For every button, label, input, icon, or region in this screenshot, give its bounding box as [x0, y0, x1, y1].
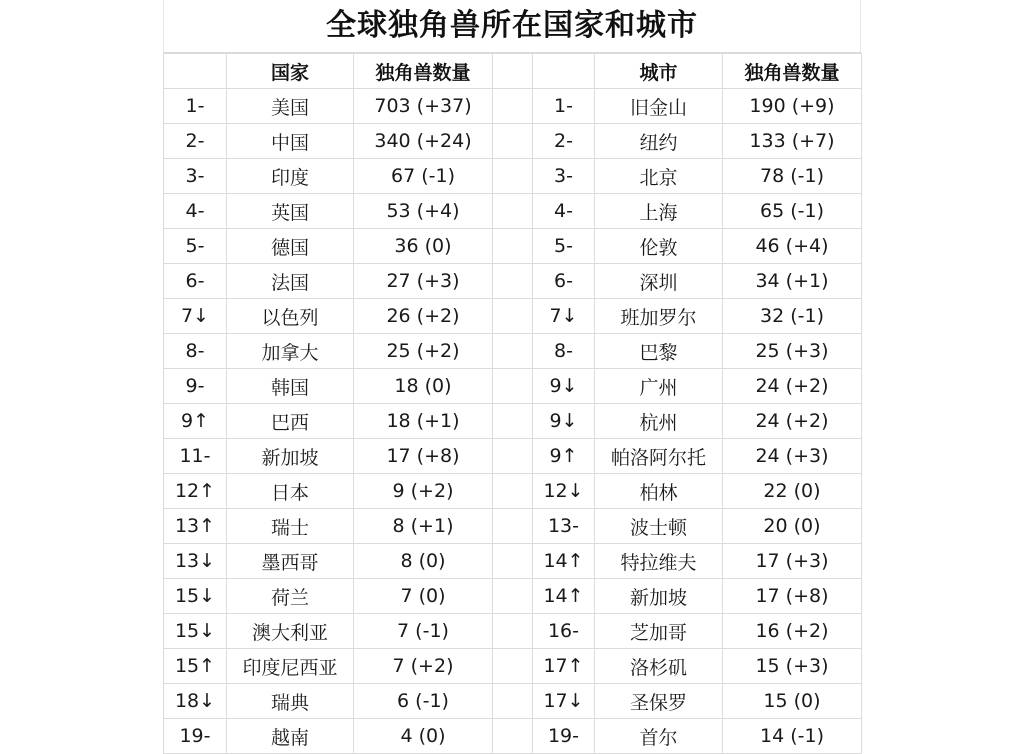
city-count-cell: 17 (+3) [723, 544, 862, 579]
country-name-cell: 印度尼西亚 [227, 649, 354, 684]
table-row [164, 299, 862, 334]
country-count-cell: 9 (+2) [354, 474, 493, 509]
gap-cell [493, 614, 533, 649]
city-count-cell: 46 (+4) [723, 229, 862, 264]
table-row [164, 124, 862, 159]
city-count-cell: 78 (-1) [723, 159, 862, 194]
table-row [164, 684, 862, 719]
country-rank-cell: 9↑ [164, 404, 227, 439]
table-row [164, 509, 862, 544]
gap-cell [493, 334, 533, 369]
header-city: 城市 [595, 54, 723, 89]
city-count-cell: 22 (0) [723, 474, 862, 509]
city-name-cell: 深圳 [595, 264, 723, 299]
city-count-cell: 17 (+8) [723, 579, 862, 614]
header-city-count: 独角兽数量 [723, 54, 862, 89]
gap-cell [493, 264, 533, 299]
city-name-cell: 纽约 [595, 124, 723, 159]
country-count-cell: 67 (-1) [354, 159, 493, 194]
table-row [164, 264, 862, 299]
country-rank-cell: 9- [164, 369, 227, 404]
city-name-cell: 帕洛阿尔托 [595, 439, 723, 474]
city-name-cell: 北京 [595, 159, 723, 194]
city-name-cell: 特拉维夫 [595, 544, 723, 579]
header-city-rank [533, 54, 595, 89]
city-name-cell: 柏林 [595, 474, 723, 509]
city-rank-cell: 12↓ [533, 474, 595, 509]
header-gap [493, 54, 533, 89]
country-name-cell: 瑞士 [227, 509, 354, 544]
city-count-cell: 14 (-1) [723, 719, 862, 754]
table-row [164, 614, 862, 649]
country-count-cell: 25 (+2) [354, 334, 493, 369]
country-rank-cell: 15↓ [164, 614, 227, 649]
page-title: 全球独角兽所在国家和城市 [163, 0, 861, 53]
city-name-cell: 波士顿 [595, 509, 723, 544]
country-count-cell: 7 (-1) [354, 614, 493, 649]
table-row [164, 544, 862, 579]
country-name-cell: 韩国 [227, 369, 354, 404]
country-count-cell: 26 (+2) [354, 299, 493, 334]
country-rank-cell: 13↓ [164, 544, 227, 579]
country-count-cell: 17 (+8) [354, 439, 493, 474]
city-count-cell: 65 (-1) [723, 194, 862, 229]
country-count-cell: 18 (0) [354, 369, 493, 404]
country-rank-cell: 11- [164, 439, 227, 474]
table-body [164, 89, 862, 754]
gap-cell [493, 649, 533, 684]
country-rank-cell: 19- [164, 719, 227, 754]
country-rank-cell: 3- [164, 159, 227, 194]
table-row [164, 334, 862, 369]
city-name-cell: 伦敦 [595, 229, 723, 264]
city-rank-cell: 7↓ [533, 299, 595, 334]
city-name-cell: 旧金山 [595, 89, 723, 124]
country-name-cell: 德国 [227, 229, 354, 264]
table-row [164, 369, 862, 404]
gap-cell [493, 369, 533, 404]
country-count-cell: 7 (+2) [354, 649, 493, 684]
city-name-cell: 广州 [595, 369, 723, 404]
city-rank-cell: 2- [533, 124, 595, 159]
country-count-cell: 7 (0) [354, 579, 493, 614]
country-rank-cell: 7↓ [164, 299, 227, 334]
unicorn-ranking-sheet [163, 0, 861, 749]
city-count-cell: 24 (+2) [723, 369, 862, 404]
country-name-cell: 日本 [227, 474, 354, 509]
country-name-cell: 印度 [227, 159, 354, 194]
country-count-cell: 27 (+3) [354, 264, 493, 299]
gap-cell [493, 194, 533, 229]
city-rank-cell: 13- [533, 509, 595, 544]
country-rank-cell: 1- [164, 89, 227, 124]
city-count-cell: 16 (+2) [723, 614, 862, 649]
country-count-cell: 53 (+4) [354, 194, 493, 229]
gap-cell [493, 509, 533, 544]
country-name-cell: 以色列 [227, 299, 354, 334]
country-name-cell: 加拿大 [227, 334, 354, 369]
country-count-cell: 8 (+1) [354, 509, 493, 544]
city-rank-cell: 5- [533, 229, 595, 264]
city-count-cell: 190 (+9) [723, 89, 862, 124]
country-name-cell: 中国 [227, 124, 354, 159]
country-name-cell: 荷兰 [227, 579, 354, 614]
table-row [164, 474, 862, 509]
city-count-cell: 20 (0) [723, 509, 862, 544]
table-row [164, 649, 862, 684]
gap-cell [493, 299, 533, 334]
country-rank-cell: 15↑ [164, 649, 227, 684]
header-country: 国家 [227, 54, 354, 89]
country-name-cell: 越南 [227, 719, 354, 754]
country-count-cell: 4 (0) [354, 719, 493, 754]
country-name-cell: 新加坡 [227, 439, 354, 474]
city-count-cell: 15 (0) [723, 684, 862, 719]
header-row [164, 54, 862, 89]
country-rank-cell: 12↑ [164, 474, 227, 509]
country-rank-cell: 8- [164, 334, 227, 369]
country-count-cell: 703 (+37) [354, 89, 493, 124]
country-rank-cell: 6- [164, 264, 227, 299]
gap-cell [493, 684, 533, 719]
gap-cell [493, 404, 533, 439]
table-row [164, 404, 862, 439]
country-rank-cell: 2- [164, 124, 227, 159]
gap-cell [493, 89, 533, 124]
city-name-cell: 首尔 [595, 719, 723, 754]
gap-cell [493, 544, 533, 579]
country-name-cell: 巴西 [227, 404, 354, 439]
ranking-table [163, 53, 862, 754]
table-row [164, 194, 862, 229]
table-row [164, 89, 862, 124]
city-count-cell: 34 (+1) [723, 264, 862, 299]
country-count-cell: 8 (0) [354, 544, 493, 579]
country-count-cell: 6 (-1) [354, 684, 493, 719]
city-rank-cell: 9↓ [533, 404, 595, 439]
country-name-cell: 法国 [227, 264, 354, 299]
city-rank-cell: 17↓ [533, 684, 595, 719]
city-rank-cell: 16- [533, 614, 595, 649]
country-name-cell: 英国 [227, 194, 354, 229]
gap-cell [493, 124, 533, 159]
table-row [164, 439, 862, 474]
gap-cell [493, 579, 533, 614]
city-name-cell: 洛杉矶 [595, 649, 723, 684]
header-rank [164, 54, 227, 89]
city-rank-cell: 17↑ [533, 649, 595, 684]
city-count-cell: 25 (+3) [723, 334, 862, 369]
city-name-cell: 巴黎 [595, 334, 723, 369]
city-name-cell: 圣保罗 [595, 684, 723, 719]
table-row [164, 159, 862, 194]
country-rank-cell: 4- [164, 194, 227, 229]
country-name-cell: 美国 [227, 89, 354, 124]
gap-cell [493, 439, 533, 474]
city-rank-cell: 4- [533, 194, 595, 229]
country-rank-cell: 15↓ [164, 579, 227, 614]
country-name-cell: 瑞典 [227, 684, 354, 719]
city-name-cell: 芝加哥 [595, 614, 723, 649]
city-count-cell: 15 (+3) [723, 649, 862, 684]
country-rank-cell: 18↓ [164, 684, 227, 719]
gap-cell [493, 474, 533, 509]
gap-cell [493, 719, 533, 754]
table-row [164, 229, 862, 264]
city-count-cell: 133 (+7) [723, 124, 862, 159]
city-rank-cell: 9↑ [533, 439, 595, 474]
city-rank-cell: 9↓ [533, 369, 595, 404]
table-row [164, 579, 862, 614]
city-name-cell: 新加坡 [595, 579, 723, 614]
city-name-cell: 杭州 [595, 404, 723, 439]
country-name-cell: 澳大利亚 [227, 614, 354, 649]
country-count-cell: 36 (0) [354, 229, 493, 264]
city-rank-cell: 14↑ [533, 544, 595, 579]
city-count-cell: 32 (-1) [723, 299, 862, 334]
country-rank-cell: 5- [164, 229, 227, 264]
city-rank-cell: 14↑ [533, 579, 595, 614]
country-rank-cell: 13↑ [164, 509, 227, 544]
city-rank-cell: 8- [533, 334, 595, 369]
city-rank-cell: 6- [533, 264, 595, 299]
city-rank-cell: 1- [533, 89, 595, 124]
country-name-cell: 墨西哥 [227, 544, 354, 579]
header-country-count: 独角兽数量 [354, 54, 493, 89]
city-name-cell: 班加罗尔 [595, 299, 723, 334]
city-count-cell: 24 (+3) [723, 439, 862, 474]
city-rank-cell: 19- [533, 719, 595, 754]
country-count-cell: 340 (+24) [354, 124, 493, 159]
gap-cell [493, 229, 533, 264]
table-row [164, 719, 862, 754]
city-rank-cell: 3- [533, 159, 595, 194]
city-count-cell: 24 (+2) [723, 404, 862, 439]
country-count-cell: 18 (+1) [354, 404, 493, 439]
city-name-cell: 上海 [595, 194, 723, 229]
gap-cell [493, 159, 533, 194]
